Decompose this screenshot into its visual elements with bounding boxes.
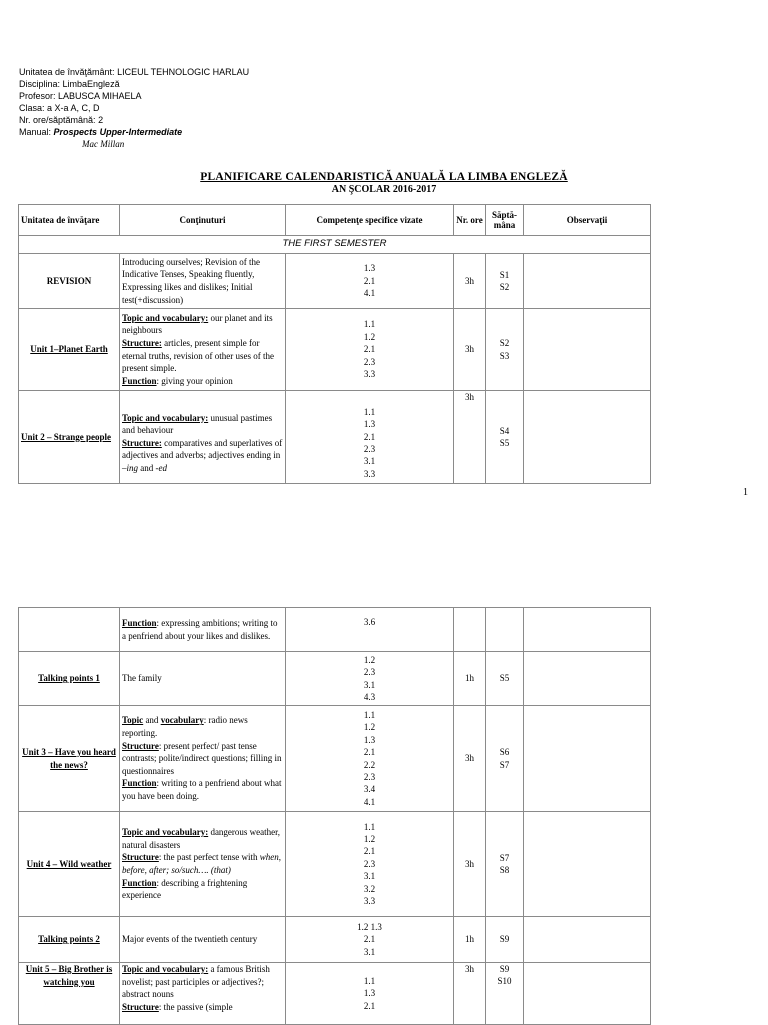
- observations-cell: [524, 812, 651, 917]
- publisher: Mac Millan: [82, 139, 125, 149]
- content-cell: Function: expressing ambitions; writing to a penfriend about your likes and dislikes.: [120, 608, 286, 652]
- table-row: [19, 309, 651, 391]
- content-cell: Topic and vocabulary: radio news reporting. Structure: present perfect/ past tense contrasts; polite/indirect questions; filling in questionnaires Function: writing to a penfriend about what you have been doing.: [120, 706, 286, 812]
- hours-cell: 3h: [454, 706, 486, 812]
- class-value: a X-a A, C, D: [47, 103, 100, 113]
- col-header-hours: Nr. ore: [454, 205, 486, 236]
- school-line: Unitatea de învăţământ: LICEUL TEHNOLOGIC HARLAU: [19, 67, 250, 77]
- unit-name: Talking points 2: [19, 917, 120, 963]
- unit-name: Unit 3 – Have you heard the news?: [19, 706, 120, 812]
- planning-table-page2: [18, 607, 651, 1025]
- semester-row: [19, 236, 651, 254]
- weeks-cell: S2 S3: [486, 309, 524, 391]
- hours-cell: 1h: [454, 917, 486, 963]
- col-header-content: Conţinuturi: [120, 205, 286, 236]
- hours-cell: 3h: [454, 812, 486, 917]
- weeks-cell: S9 S10: [486, 963, 524, 1025]
- weeks-cell: S7 S8: [486, 812, 524, 917]
- content-cell: Topic and vocabulary: dangerous weather, natural disasters Structure: the past perfect tense with when, before, after; so/such…. (that) Function: describing a frightening experience: [120, 812, 286, 917]
- content-cell: Introducing ourselves; Revision of the Indicative Tenses, Speaking fluently, Expressing likes and dislikes; Initial test(+discussion): [120, 254, 286, 309]
- weeks-cell: S5: [486, 652, 524, 706]
- manual-line: Manual: Prospects Upper-Intermediate: [19, 127, 183, 137]
- unit-name: Unit 1–Planet Earth: [19, 309, 120, 391]
- col-header-competences: Competenţe specifice vizate: [286, 205, 454, 236]
- col-header-unit: Unitatea de învăţare: [19, 205, 120, 236]
- observations-cell: [524, 917, 651, 963]
- unit-name: Unit 2 – Strange people: [19, 391, 120, 484]
- school-name: LICEUL TEHNOLOGIC HARLAU: [117, 67, 250, 77]
- competences-cell: 1.1 1.2 2.1 2.3 3.3: [286, 309, 454, 391]
- observations-cell: [524, 963, 651, 1025]
- discipline-name: LimbaEngleză: [62, 79, 120, 89]
- observations-cell: [524, 608, 651, 652]
- col-header-observations: Observaţii: [524, 205, 651, 236]
- weeks-cell: S4 S5: [486, 391, 524, 484]
- weeks-cell: [486, 608, 524, 652]
- hours-value: 2: [98, 115, 104, 125]
- hours-line: Nr. ore/săptămână: 2: [19, 115, 104, 125]
- class-line: Clasa: a X-a A, C, D: [19, 103, 100, 113]
- col-header-week: Săptă-mâna: [486, 205, 524, 236]
- table-row: [19, 608, 651, 652]
- competences-cell: 1.2 1.3 2.1 3.1: [286, 917, 454, 963]
- content-cell: Topic and vocabulary: our planet and its neighbours Structure: articles, present simple for eternal truths, revision of other uses of the present simple. Function: giving your opinion: [120, 309, 286, 391]
- content-cell: Major events of the twentieth century: [120, 917, 286, 963]
- observations-cell: [524, 652, 651, 706]
- observations-cell: [524, 254, 651, 309]
- observations-cell: [524, 706, 651, 812]
- table-row: [19, 652, 651, 706]
- competences-cell: 1.1 1.2 1.3 2.1 2.2 2.3 3.4 4.1: [286, 706, 454, 812]
- table-header-row: [19, 205, 651, 236]
- content-cell: The family: [120, 652, 286, 706]
- discipline-line: Disciplina: LimbaEngleză: [19, 79, 120, 89]
- teacher-name: LABUSCA MIHAELA: [58, 91, 142, 101]
- table-row: [19, 706, 651, 812]
- competences-cell: 3.6: [286, 608, 454, 652]
- content-cell: Topic and vocabulary: unusual pastimes and behaviour Structure: comparatives and superlatives of adjectives and adverbs; adjectives ending in –ing and -ed: [120, 391, 286, 484]
- document-title: [0, 171, 768, 196]
- observations-cell: [524, 309, 651, 391]
- hours-cell: [454, 608, 486, 652]
- table-row: [19, 963, 651, 1025]
- hours-cell: 3h: [454, 963, 486, 1025]
- unit-name: Unit 4 – Wild weather: [19, 812, 120, 917]
- competences-cell: 1.2 2.3 3.1 4.3: [286, 652, 454, 706]
- unit-name: Unit 5 – Big Brother is watching you: [19, 963, 120, 1025]
- competences-cell: 1.1 1.3 2.1: [286, 963, 454, 1025]
- hours-cell: 3h: [454, 309, 486, 391]
- competences-cell: 1.3 2.1 4.1: [286, 254, 454, 309]
- unit-name: Talking points 1: [19, 652, 120, 706]
- hours-cell: 1h: [454, 652, 486, 706]
- competences-cell: 1.1 1.3 2.1 2.3 3.1 3.3: [286, 391, 454, 484]
- planning-table-page1: [18, 204, 651, 484]
- teacher-line: Profesor: LABUSCA MIHAELA: [19, 91, 142, 101]
- table-row: [19, 391, 651, 484]
- unit-name: REVISION: [19, 254, 120, 309]
- title-school-year: AN ŞCOLAR 2016-2017: [331, 184, 437, 195]
- table-row: [19, 812, 651, 917]
- manual-name: Prospects Upper-Intermediate: [53, 127, 183, 137]
- content-cell: Topic and vocabulary: a famous British novelist; past participles or adjectives?; abstract nouns Structure: the passive (simple: [120, 963, 286, 1025]
- title-main: PLANIFICARE CALENDARISTICĂ ANUALĂ LA LIMBA ENGLEZĂ: [200, 171, 568, 183]
- observations-cell: [524, 391, 651, 484]
- semester-label: THE FIRST SEMESTER: [19, 236, 651, 254]
- competences-cell: 1.1 1.2 2.1 2.3 3.1 3.2 3.3: [286, 812, 454, 917]
- unit-name: [19, 608, 120, 652]
- weeks-cell: S9: [486, 917, 524, 963]
- page-number: 1: [743, 487, 748, 498]
- hours-cell: 3h: [454, 391, 486, 484]
- table-row: [19, 254, 651, 309]
- document-header: [19, 66, 249, 150]
- table-row: [19, 917, 651, 963]
- weeks-cell: S6 S7: [486, 706, 524, 812]
- hours-cell: 3h: [454, 254, 486, 309]
- weeks-cell: S1 S2: [486, 254, 524, 309]
